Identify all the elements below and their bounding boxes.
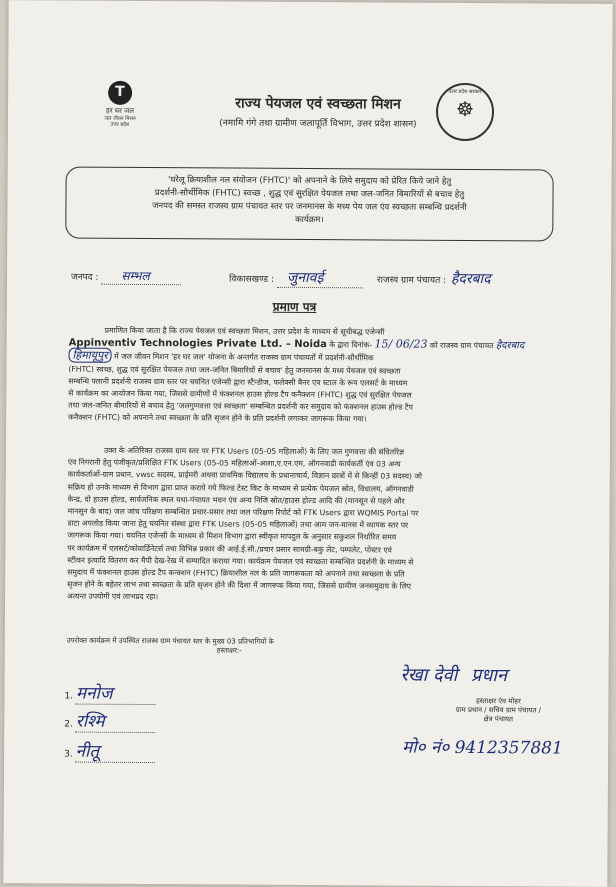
participant-signature-2	[64, 709, 156, 734]
block-value: जुनावई	[286, 269, 324, 287]
text-line: सृजन होने के बहेतर लाभ तथा स्वच्छता के प्रति सृजन होने की दिशा में जागरूक किया गया, जिससे ग्रामीण जनसमुदाय के लिए	[67, 579, 412, 591]
certificate-paragraph-1	[68, 325, 567, 428]
text-line: प्रमाणित किया जाता है कि राज्य पेयजल एवं स्वच्छता मिशन, उत्तर प्रदेश के माध्यम से सूचीबद्ध एजेन्सी	[104, 325, 385, 337]
text-line: तथा जल-जनित बीमारियों से बचाव हेतु 'जलगुणवत्ता एवं स्वच्छता' सम्बन्धित प्रदर्शनी कर समुदाय को फंक्शनल हाउस होल्ड टैप	[68, 400, 413, 412]
certificate-title: प्रमाण पत्र	[272, 299, 317, 315]
text-line: उपरोक्त कार्यक्रम में उपस्थित राजस्व ग्राम पंचायत स्तर के मुख्य 03 प्रतिभागियों के	[66, 636, 274, 646]
janpad-label: जनपद :	[70, 272, 99, 283]
page-header-title: राज्य पेयजल एवं स्वच्छता मिशन	[235, 95, 401, 113]
text-line: क्षेत्र पंचायत	[483, 715, 514, 724]
gram-panchayat-value: हैदरबाद	[450, 270, 491, 288]
programme-title-box	[65, 167, 553, 242]
participants-intro	[67, 637, 397, 657]
logo-text: हर घर जल	[106, 106, 135, 115]
text-line: हस्ताक्षर:-	[216, 646, 242, 655]
certificate-paragraph-2	[67, 445, 566, 607]
text-line: ग्राम प्रधान / सचिव ग्राम पंचायत /	[455, 705, 541, 715]
gram-panchayat-handwritten: हैदरबाद	[495, 340, 525, 352]
text-line: एंव निगरानी हेतु पंजीकृत/प्रशिक्षित FTK Users (05-05 महिलाओं-आशा,ए.एन.एम, ऑगनवाडी कार्यकर्ती एंव 03 अन्य	[67, 457, 401, 469]
document-page	[3, 0, 612, 887]
text-line: हस्ताक्षर एंव मोहर	[475, 697, 521, 706]
up-government-emblem	[436, 83, 494, 141]
signature: नीतू	[75, 741, 100, 762]
signature: प्रधान	[470, 665, 508, 687]
participant-signature-3	[64, 739, 156, 764]
text-line: स्टीकर इत्यादि वितरण कर मैपी देख-रेख में सम्पादित कराया गया। कार्यक्रम पेयजल एवं स्वच्छता सम्बन्धित प्रदर्शनी के माध्यम से	[67, 555, 414, 567]
block-label: विकासखण्ड :	[228, 274, 275, 285]
logo-subtext-state: उत्तर प्रदेश	[110, 121, 130, 128]
text-line: पर कार्यक्रम में एलसर्ट/कोवार्डिनेटर्स तथा विभिन्न प्रकार की आई.ई.सी./प्रचार प्रसार सामग्री-बकु लेट, पम्पलेट, पोस्टर एवं	[67, 543, 392, 555]
text-line: अत्यन्त उपयोगी एवं लाभप्रद रहा।	[67, 591, 159, 602]
text-fragment: के द्वारा दिनांक-	[329, 340, 373, 350]
row-number: 3.	[64, 749, 73, 760]
row-number: 2.	[64, 719, 73, 730]
text-fragment: में जल जीवन मिशन 'हर घर जल' योजना के अन्तर्गत राजस्व ग्राम पंचायतों में प्रदर्शनी-सौर्थीमिक	[114, 352, 374, 363]
block-field	[229, 268, 363, 289]
mobile-number: मो० नं० 9412357881	[402, 737, 563, 759]
emblem-text: उत्तर प्रदेश सरकार	[448, 88, 482, 96]
page-header-subtitle: (नमामि गंगे तथा ग्रामीण जलापूर्ति विभाग, उत्तर प्रदेश शासन)	[219, 118, 417, 130]
event-date: 15/ 06/23	[374, 337, 428, 351]
signature: रश्मि	[75, 711, 105, 732]
text-line: सम्बन्धि फ्लानी प्रदर्शनी राजस्व ग्राम स्तर पर चयनित एजेन्सी द्वारा स्टैन्डीज, फलेक्सी बैनर एव स्टाल के रूप एलसर्ट के माध्यम	[68, 376, 408, 388]
programme-line-2: प्रदर्शनी-सौर्थीमिक (FHTC) स्वच्छ , शुद्ध एवं सुरक्षित पेयजल तथा जल-जनित बिमारियों से बचाव हेतु	[154, 188, 465, 200]
text-line: जागरूक किया गया। चयनित एजेन्सी के माध्यम से मिशन विभाग द्वारा स्वीकृत मापदुल के अनुसार सकुशल निर्धारित समय	[67, 530, 397, 542]
programme-line-3: जनपद की समस्त राजस्व ग्राम पंचायत स्तर पर जनमानस के मध्य पेय जल एंव स्वच्छता सम्बन्धि प्रदर्शनी	[152, 201, 467, 213]
gram-panchayat-label: राजस्व ग्राम पंचायत :	[376, 275, 447, 286]
text-line: सक्रिय हो उनके माध्यम से विभाग द्वारा प्राप्त कराये गये फिल्ड टेस्ट किट के माध्यम से प्रत्येक पेयजल स्रोत, विधालय, ऑगनवाडी	[67, 482, 414, 494]
text-line: मानसून के बाद) जल जांच परिक्षण सम्बन्धित प्रचार-प्रसार तथा जल परिक्षण रिपोर्ट को FTK Users द्वारा WQMIS Portal पर	[67, 506, 419, 518]
row-number: 1.	[64, 691, 74, 702]
text-line: से कार्यक्रम का आयोजन किया गया, जिससे ग्रामीणों में फंक्शनल हाउस होल्ड टैप कनैक्शन (FHTC) शुद्ध एवं सुरक्षित पेयजल	[68, 388, 412, 400]
text-line: उक्त के अतिरिक्त राजस्व ग्राम स्तर पर FTK Users (05-05 महिलाओं) के लिए जल गुणवत्ता की संवितरिज्ञ	[103, 445, 405, 457]
village-handwritten: हिमायूपुर	[68, 348, 111, 363]
programme-line-4: कार्यक्रम।	[295, 214, 324, 226]
text-line: कनैक्शन (FHTC) को अपनाने तथा स्वच्छता के प्रति सृजन होने के प्रति प्रदर्शनी लगाकर जागरूक किया गया।	[68, 412, 367, 424]
text-fragment: को राजस्व ग्राम पंचायत	[429, 340, 494, 351]
participant-signature-1	[64, 681, 156, 706]
text-line: डाटा अपलोड किया जाना हेतु चयनित संस्था द्वारा FTK Users (05-05 महिलाओं) तथा आम जन-मानस में व्यापक स्तर पर	[67, 518, 409, 530]
janpad-field	[71, 267, 181, 286]
text-line: केन्द्र, दो हाउस होल्ड, सार्वजनिक स्थल यथा-पंचायत भवन एंव अन्य निजि स्रोत/हाउस होल्ड आदि की (मानसून से पहले और	[67, 494, 405, 506]
signature: रेखा देवी	[400, 664, 458, 686]
programme-line-1: 'घरेलू क्रियाशील नल संयोजन (FHTC)' को अपनाने के लिये समुदाय को प्रेरित किये जाने हेतु	[167, 175, 452, 187]
emblem-icon: ☸	[456, 96, 475, 122]
agency-name: Appinventiv Technologies Private Ltd. – Noida	[68, 337, 327, 351]
gram-panchayat-field	[377, 268, 491, 288]
text-line: (FHTC) स्वच्छ, शुद्ध एवं सुरक्षित पेयजल तथा जल-जनित बिमारियों से बचाव' हेतु जनमानस के मध्य पेयजल एवं स्वच्छता	[68, 364, 401, 376]
logo-subtext: जल जीवन मिशन	[104, 115, 136, 122]
text-line: समुदाय में फंक्शनल हाउस होल्ड टैप कन्क्शन (FHTC) क्रियाशील नल के प्रति जागरूकता को अपनाने तथा स्वच्छता के प्रति	[67, 567, 405, 579]
text-line: कार्यकर्ताओं-ग्राम प्रधान, vwsc सदस्य, प्राईमरी अथवा प्राथमिक विद्यालय के प्रधानाचार्य, विज्ञान छात्रों में से किन्हीं 03 सदस्य) जो	[67, 469, 423, 482]
janpad-value: सम्भल	[121, 268, 150, 284]
signature: मनोज	[75, 683, 113, 704]
signatory-designation	[428, 697, 568, 725]
pradhan-signature	[401, 663, 508, 688]
